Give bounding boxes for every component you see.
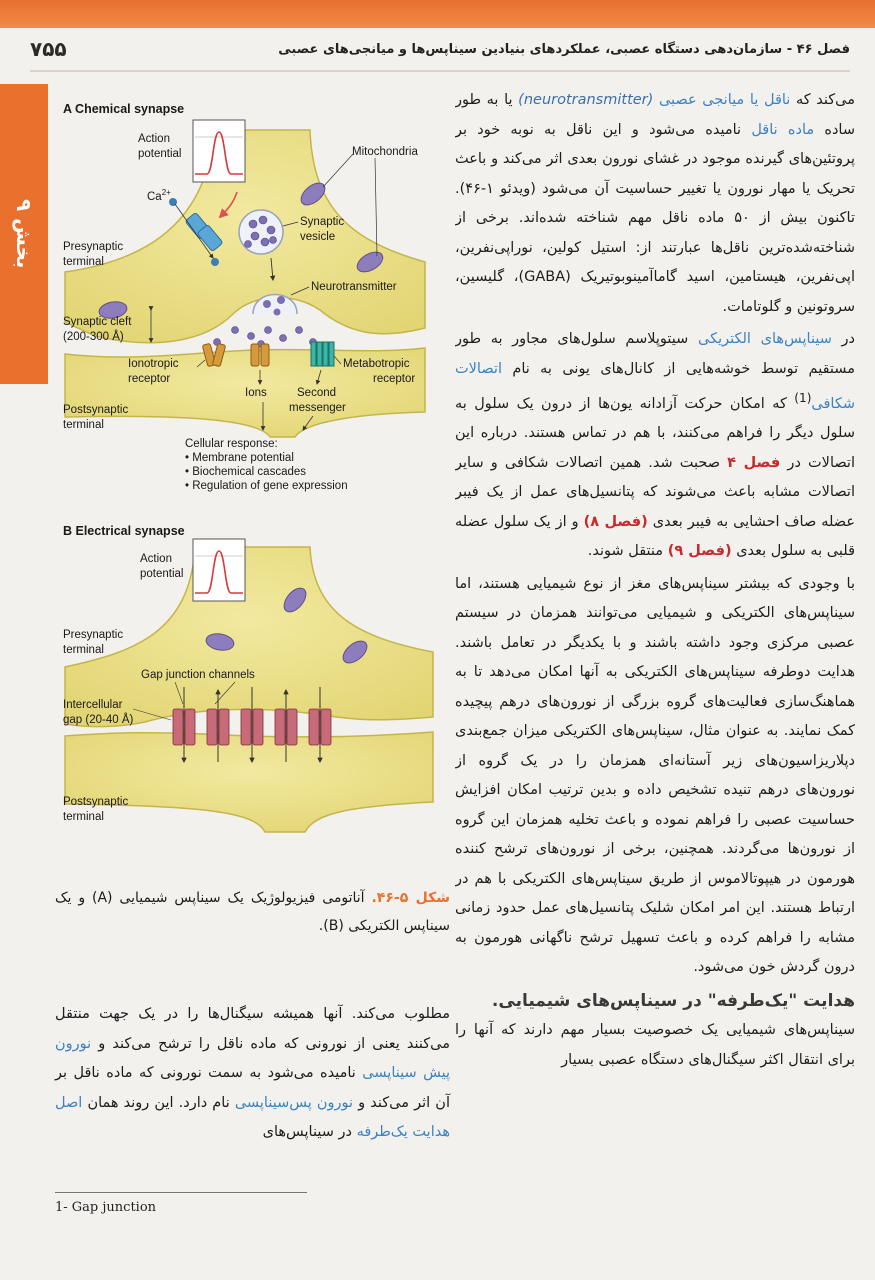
paragraph-one-way: سیناپس‌های شیمیایی یک خصوصیت بسیار مهم دارند که آنها را برای انتقال اکثر سیگنال‌های دستگاه عصبی بسیار xyxy=(455,1022,855,1068)
page-number: ۷۵۵ xyxy=(30,37,67,61)
term-transmitter-substance: ماده ناقل xyxy=(751,121,815,138)
label-postsynaptic-a-2: terminal xyxy=(63,419,104,431)
synapse-diagram xyxy=(55,92,445,882)
label-metabotropic-1: Metabotropic xyxy=(343,358,410,370)
right-text-column xyxy=(455,86,855,1216)
cellular-response-title: Cellular response: xyxy=(185,438,278,450)
label-presynaptic-a-2: terminal xyxy=(63,256,104,268)
paragraph-interaction: با وجودی که بیشتر سیناپس‌های مغز از نوع شیمیایی هستند، اما سیناپس‌های الکتریکی و شیمیایی می‌توانند همزمان در سیستم عصبی مرکزی وجود داشته باشند و با یکدیگر در تعامل باشند. هدایت دوطرفه سیناپس‌های الکتریکی به آنها امکان می‌دهد تا به هماهنگ‌سازی فعالیت‌های گروه بزرگی از نورون‌های درهم پیچیده کمک نمایند. به عنوان مثال، سیناپس‌های الکتریکی میزان جمع‌بندی دپلاریزاسیون‌های زیر آستانه‌ای همزمان را در یک گروه از نورون‌های درهم تنیده تشخیص داده و بدین ترتیب امکان افزایش حساسیت عصبی را فراهم نموده و باعث تخلیه همزمان این گروه از نورون‌ها می‌گردند. همچنین، برخی از نورون‌های ترشح کننده هورمون در هیپوتالاموس از طریق سیناپس‌های الکتریکی با هم در ارتباط هستند. این امر امکان شلیک پتانسیل‌های عمل حدود زمانی مشابه را فراهم کرده و باعث تسهیل ترشح ناگهانی هورمون به درون گردش خون می‌شود. xyxy=(455,575,855,976)
label-postsynaptic-b-1: Postsynaptic xyxy=(63,796,129,808)
label-ions: Ions xyxy=(245,387,267,399)
label-neurotransmitter: Neurotransmitter xyxy=(311,281,397,293)
footnote-divider xyxy=(55,1192,307,1193)
left-text-column: مطلوب می‌کند. آنها همیشه سیگنال‌ها را در یک جهت منتقل می‌کنند یعنی از نورونی که ماده ناقل را ترشح می‌کند و نورون پیش سیناپسی نامیده می‌شود به سمت نورونی که ماده ناقل بر آن اثر می‌کند و نورون پس‌سیناپسی نام دارد. این روند همان اصل هدایت یک‌طرفه در سیناپس‌های xyxy=(55,1006,450,1140)
label-intercellular-gap-2: gap (20-40 Å) xyxy=(63,714,134,726)
paragraph-electrical-synapses: در سیناپس‌های الکتریکی سیتوپلاسم سلول‌های مجاور به طور مستقیم توسط خوشه‌هایی از کانال‌های یونی به نام اتصالات شکافی$^{(1)}$ که امکان حرکت آزادانه یون‌ها از درون یک سلول به سلول دیگر را فراهم می‌کنند، با هم در تماس هستند. درباره این اتصالات در فصل ۴ صحبت شد. همین اتصالات شکافی و سایر اتصالات مشابه باعث می‌شوند که پتانسیل‌های عمل از یک فیبر عضله صاف احشایی به فیبر بعدی (فصل ۸) و از یک سلول عضله قلبی به سلول بعدی (فصل ۹) منتقل شوند. xyxy=(455,331,855,560)
term-neurotransmitter: ناقل یا میانجی عصبی xyxy=(658,92,791,108)
label-synaptic-cleft-1: Synaptic cleft xyxy=(63,316,132,328)
term-presynaptic-neuron: نورون پیش سیناپسی xyxy=(55,1035,450,1081)
caption-text: آناتومی فیزیولوژیک یک سیناپس شیمیایی (A) و یک سیناپس الکتریکی (B). xyxy=(55,890,450,934)
label-postsynaptic-b-2: terminal xyxy=(63,811,104,823)
figure-caption xyxy=(55,884,450,940)
term-gap-junctions: اتصالات شکافی xyxy=(455,360,855,412)
label-ionotropic-2: receptor xyxy=(128,373,171,385)
paragraph-neurotransmitter: می‌کند که ناقل یا میانجی عصبی (neurotransmitter) یا به طور ساده ماده ناقل نامیده می‌شود و این ناقل به نوبه خود بر پروتئین‌های گیرنده‌ موجود در غشای نورون بعدی اثر می‌کند و باعث تحریک یا مهار نورون یا تغییر حساسیت آن می‌شود (ویدئو ۱-۴۶). تاکنون بیش از ۵۰ ماده ناقل مهم شناخته شده‌اند. برخی از شناخته‌شده‌ترین ناقل‌ها عبارتند از: استیل کولین، نوراپی‌نفرین، اپی‌نفرین، هیستامین، اسید گاماآمینوبوتیریک (GABA)، گلیسین، سروتونین و گلوتامات. xyxy=(455,92,855,315)
page-header xyxy=(30,28,850,72)
synapse-figure xyxy=(55,92,445,882)
label-action-potential-a-1: Action xyxy=(138,133,170,145)
section-heading-one-way: هدایت "یک‌طرفه" در سیناپس‌های شیمیایی. xyxy=(491,990,855,1011)
action-potential-inset-a xyxy=(193,120,245,182)
term-electrical-synapses: سیناپس‌های الکتریکی xyxy=(697,331,832,347)
cellular-response-item-3: • Regulation of gene expression xyxy=(185,480,348,492)
label-gap-junction-channels: Gap junction channels xyxy=(141,669,255,681)
label-presynaptic-b-2: terminal xyxy=(63,644,104,656)
label-presynaptic-b-1: Presynaptic xyxy=(63,629,124,641)
label-mitochondria: Mitochondria xyxy=(352,146,418,158)
label-calcium: $Ca^{2+}$ xyxy=(147,188,171,203)
label-synaptic-cleft-2: (200-300 Å) xyxy=(63,331,124,343)
label-synaptic-vesicle-2: vesicle xyxy=(300,231,336,243)
label-intercellular-gap-1: Intercellular xyxy=(63,699,123,711)
label-metabotropic-2: receptor xyxy=(373,373,416,385)
caption-label: شکل ۵-۴۶. xyxy=(371,890,450,906)
label-action-potential-b-1: Action xyxy=(140,553,172,565)
action-potential-inset-b xyxy=(193,539,245,601)
label-ionotropic-1: Ionotropic xyxy=(128,358,179,370)
label-second-messenger-2: messenger xyxy=(289,402,346,414)
label-synaptic-vesicle-1: Synaptic xyxy=(300,216,345,228)
ref-chapter-9[interactable]: (فصل ۹) xyxy=(667,543,732,560)
ref-chapter-4[interactable]: فصل ۴ xyxy=(727,454,781,471)
label-postsynaptic-a-1: Postsynaptic xyxy=(63,404,129,416)
ref-chapter-8[interactable]: (فصل ۸) xyxy=(583,513,648,530)
top-color-band xyxy=(0,0,875,28)
section-side-tab xyxy=(0,84,48,384)
label-second-messenger-1: Second xyxy=(297,387,337,399)
chapter-title: فصل ۴۶ - سازمان‌دهی دستگاه عصبی، عملکردهای بنیادین سیناپس‌ها و میانجی‌های عصبی xyxy=(278,41,850,57)
postsynaptic-terminal-b xyxy=(65,732,433,832)
label-action-potential-b-2: potential xyxy=(140,568,184,580)
label-action-potential-a-2: potential xyxy=(138,148,182,160)
panel-a-title: A Chemical synapse xyxy=(63,102,185,116)
term-one-way-conduction: اصل هدایت یک‌طرفه xyxy=(55,1094,450,1140)
panel-b-title: B Electrical synapse xyxy=(63,524,185,538)
label-presynaptic-a-1: Presynaptic xyxy=(63,241,124,253)
term-postsynaptic-neuron: نورون پس‌سیناپسی xyxy=(234,1094,354,1111)
cellular-response-item-1: • Membrane potential xyxy=(185,452,294,464)
metabotropic-receptor xyxy=(311,342,334,366)
cellular-response-item-2: • Biochemical cascades xyxy=(185,466,307,478)
section-tab-label: بخش ۹ xyxy=(12,199,36,269)
footnote-ref: (1) xyxy=(794,391,812,405)
footnote: 1- Gap junction xyxy=(55,1200,157,1215)
